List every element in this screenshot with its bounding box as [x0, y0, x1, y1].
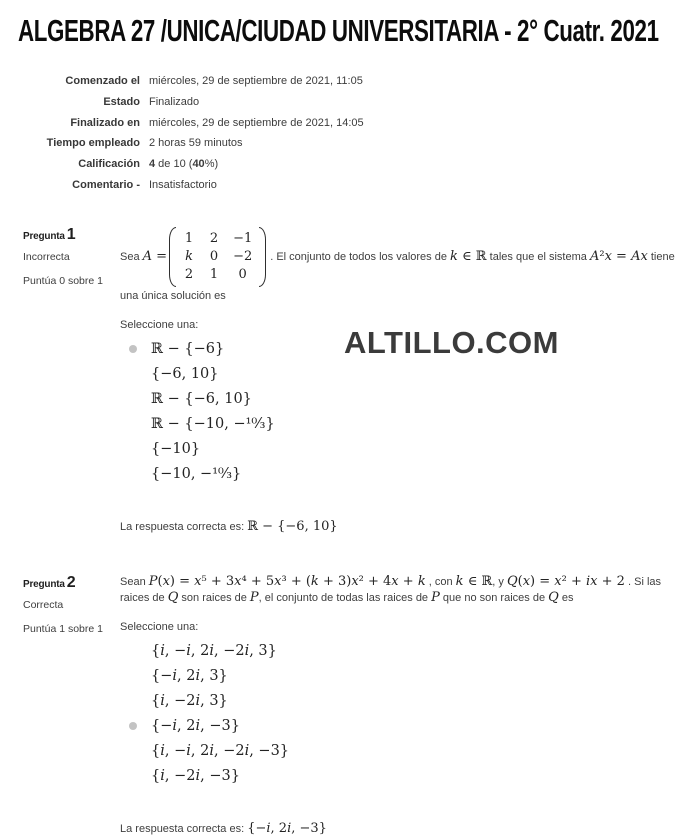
question-text-segment: tiene una única solución es	[120, 251, 675, 303]
matrix-cell: 0	[209, 249, 219, 265]
question-text-segment: es	[558, 592, 574, 605]
radio-icon[interactable]	[129, 722, 137, 730]
question-word: Pregunta	[23, 579, 65, 591]
page-title: ALGEBRA 27 /UNICA/CIUDAD UNIVERSITARIA - 2° Cuatr. 2021	[18, 13, 659, 48]
question-1-body	[120, 226, 700, 534]
select-prompt: Seleccione una:	[120, 319, 199, 332]
math-expression: A²x = Ax	[589, 249, 648, 265]
question-text-segment: Sea	[120, 251, 143, 264]
option-label: {i, −i, 2i, −2i, 3}	[151, 642, 277, 659]
grade-score: 4	[149, 158, 156, 171]
question-2-sidebar	[23, 574, 120, 836]
answer-option[interactable]	[120, 361, 678, 386]
question-text-segment: tales que el sistema	[486, 251, 590, 264]
matrix-cells	[176, 227, 259, 287]
question-text-segment: , con	[425, 576, 456, 589]
matrix-cell: 2	[184, 267, 194, 283]
summary-label-comment: Comentario -	[72, 178, 140, 191]
radio-icon[interactable]	[129, 370, 137, 378]
radio-icon[interactable]	[129, 672, 137, 680]
answer-option[interactable]	[120, 461, 678, 486]
question-index: 1	[66, 226, 76, 244]
math-expression: A =	[142, 249, 168, 265]
question-points: Puntúa 0 sobre 1	[23, 275, 103, 288]
option-label: {−6, 10}	[151, 365, 219, 382]
question-text-segment: , y	[492, 576, 507, 589]
matrix-paren-right-icon	[259, 227, 266, 287]
option-label: {−i, 2i, −3}	[151, 717, 240, 734]
correct-answer	[120, 519, 678, 534]
matrix-cell: 0	[238, 267, 247, 283]
summary-label-state: Estado	[103, 96, 140, 109]
summary-value-time: 2 horas 59 minutos	[149, 137, 243, 150]
matrix	[169, 227, 266, 287]
summary-label-grade: Calificación	[78, 158, 140, 171]
correct-answer-value: {−i, 2i, −3}	[247, 821, 327, 836]
question-text-segment: , el conjunto de todas las raices de	[258, 592, 432, 605]
radio-icon[interactable]	[129, 445, 137, 453]
radio-icon[interactable]	[129, 647, 137, 655]
option-label: ℝ − {−6, 10}	[151, 390, 252, 407]
matrix-cell: 1	[184, 231, 194, 247]
question-text-segment: son raices de	[178, 592, 250, 605]
matrix-cell: 1	[209, 267, 219, 283]
quiz-summary	[18, 71, 700, 195]
answer-option[interactable]	[120, 386, 678, 411]
question-text-segment: Sean	[120, 576, 149, 589]
math-expression: Q(x) = x² + ix + 2	[506, 574, 625, 590]
option-label: {−10, −¹⁰⁄₃}	[151, 465, 242, 482]
radio-icon[interactable]	[129, 395, 137, 403]
question-1-block	[23, 226, 700, 534]
question-1-sidebar	[23, 226, 120, 534]
matrix-cell: −1	[233, 231, 253, 247]
summary-value-finished: miércoles, 29 de septiembre de 2021, 14:05	[149, 116, 364, 129]
radio-icon[interactable]	[129, 470, 137, 478]
answer-option[interactable]	[120, 638, 678, 663]
math-expression: P	[249, 590, 259, 606]
math-expression: k ∈ ℝ	[450, 249, 487, 265]
watermark: ALTILLO.COM	[344, 325, 559, 360]
question-word: Pregunta	[23, 231, 65, 243]
radio-icon[interactable]	[129, 697, 137, 705]
question-text-segment: . Si las raices de	[120, 576, 662, 605]
grade-mid: de 10 (	[155, 158, 193, 171]
question-index: 2	[66, 574, 76, 592]
math-expression: P	[431, 590, 440, 606]
answer-option[interactable]	[120, 436, 678, 461]
matrix-paren-left-icon	[169, 227, 176, 287]
matrix-cell: k	[185, 249, 193, 265]
question-status: Correcta	[23, 599, 64, 612]
question-number	[23, 226, 120, 244]
correct-answer-label: La respuesta correcta es:	[120, 521, 248, 534]
option-label: {i, −2i, 3}	[151, 692, 228, 709]
matrix-cell: 2	[209, 231, 219, 247]
option-label: {−i, 2i, 3}	[151, 667, 228, 684]
question-number	[23, 574, 120, 592]
answer-option[interactable]	[120, 738, 678, 763]
answer-option[interactable]	[120, 713, 678, 738]
question-text	[120, 226, 678, 304]
question-2-block	[23, 574, 700, 836]
question-text-segment: que no son raices de	[439, 592, 549, 605]
answer-option[interactable]	[120, 688, 678, 713]
correct-answer-label: La respuesta correcta es:	[120, 823, 248, 836]
select-prompt: Seleccione una:	[120, 621, 199, 634]
question-text-segment: . El conjunto de todos los valores de	[270, 251, 451, 264]
answer-option[interactable]	[120, 411, 678, 436]
radio-icon[interactable]	[129, 345, 137, 353]
option-label: {i, −i, 2i, −2i, −3}	[151, 742, 290, 759]
grade-percent: 40	[192, 158, 205, 171]
answer-option[interactable]	[120, 663, 678, 688]
question-text	[120, 574, 678, 606]
option-label: ℝ − {−6}	[151, 340, 225, 357]
correct-answer-value: ℝ − {−6, 10}	[247, 519, 338, 535]
summary-value-grade	[149, 158, 700, 170]
summary-value-state: Finalizado	[149, 96, 200, 109]
radio-icon[interactable]	[129, 420, 137, 428]
summary-label-started: Comenzado el	[65, 75, 140, 88]
summary-label-time: Tiempo empleado	[46, 137, 140, 150]
radio-icon[interactable]	[129, 747, 137, 755]
option-label: {−10}	[151, 440, 201, 457]
summary-value-started: miércoles, 29 de septiembre de 2021, 11:05	[149, 75, 363, 88]
summary-label-finished: Finalizado en	[70, 116, 140, 129]
question-points: Puntúa 1 sobre 1	[23, 623, 103, 636]
summary-value-comment: Insatisfactorio	[149, 178, 217, 191]
radio-icon[interactable]	[129, 772, 137, 780]
matrix-cell: −2	[233, 249, 253, 265]
option-label: {i, −2i, −3}	[151, 767, 240, 784]
math-expression: k ∈ ℝ	[455, 574, 493, 590]
question-2-body	[120, 574, 700, 836]
math-expression: P(x) = x⁵ + 3x⁴ + 5x³ + (k + 3)x² + 4x + k	[148, 574, 426, 590]
math-expression: Q	[548, 590, 559, 606]
math-expression: Q	[167, 590, 179, 606]
option-label: ℝ − {−10, −¹⁰⁄₃}	[151, 415, 275, 432]
grade-end: %)	[204, 158, 219, 171]
question-status: Incorrecta	[23, 251, 70, 264]
answer-option[interactable]	[120, 763, 678, 788]
